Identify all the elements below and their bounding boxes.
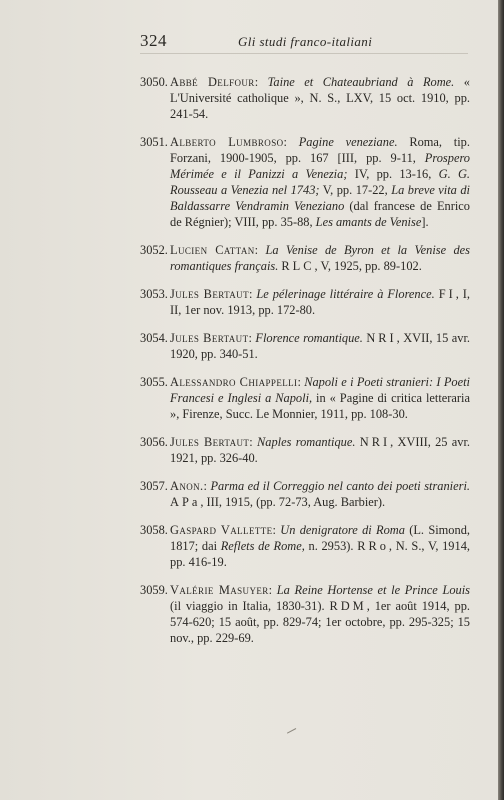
entry-author: Valérie Masuyer (170, 583, 269, 597)
entry-number: 3056. (140, 435, 168, 449)
bibliography-entry (140, 374, 470, 422)
entry-number: 3053. (140, 287, 168, 301)
entry-title: Florence romantique. (255, 331, 363, 345)
entry-author: Alberto Lumbroso (170, 135, 284, 149)
entry-journal-abbrev: NRI (359, 435, 391, 449)
bibliography-list (140, 74, 470, 658)
bibliography-entry (140, 242, 470, 274)
bibliography-entry (140, 582, 470, 646)
entry-text: IV, pp. 13-16, (347, 167, 439, 181)
entry-text: : (283, 135, 299, 149)
bibliography-entry (140, 330, 470, 362)
entry-text: : (254, 75, 268, 89)
entry-author: Gaspard Vallette (170, 523, 273, 537)
entry-title: La Reine Hortense et le Prince Louis (276, 583, 470, 597)
entry-number: 3059. (140, 583, 168, 597)
entry-title: Le pélerinage littéraire à Florence. (256, 287, 435, 301)
entry-journal-abbrev: FI (438, 287, 456, 301)
entry-text: V, pp. 17-22, (319, 183, 392, 197)
entry-title: Prospero Mérimée e il Panizzi a Venezia; (170, 151, 470, 181)
entry-title: Un denigratore di Roma (280, 523, 405, 537)
entry-text: (dal francese de Enrico de Régnier); VIII, pp. 35-88, (170, 199, 470, 229)
entry-text: n. 2953). (304, 539, 358, 553)
entry-number: 3051. (140, 135, 168, 149)
entry-author: Jules Bertaut (170, 435, 250, 449)
entry-journal-abbrev: RDM (329, 599, 367, 613)
entry-author: Abbé Delfour (170, 75, 255, 89)
entry-text: , V, 1925, pp. 89-102. (314, 259, 422, 273)
entry-text: : (254, 243, 266, 257)
entry-title: Parma ed il Correggio nel canto dei poeti stranieri. (210, 479, 470, 493)
entry-title: Les amants de Venise (315, 215, 422, 229)
entry-text: ]. (421, 215, 429, 229)
running-title: Gli studi franco-italiani (238, 34, 373, 49)
entry-author: Anon. (170, 479, 204, 493)
entry-text: : (272, 523, 281, 537)
bibliography-entry (140, 434, 470, 466)
entry-author: Alessandro Chiappelli (170, 375, 298, 389)
entry-text: , I, II, 1er nov. 1913, pp. 172-80. (170, 287, 470, 317)
entry-journal-abbrev: APa (170, 495, 201, 509)
bibliography-entry (140, 478, 470, 510)
entry-text: , XVIII, 25 avr. 1921, pp. 326-40. (170, 435, 471, 465)
entry-text: , XVII, 15 avr. 1920, pp. 340-51. (170, 331, 470, 361)
bibliography-entry (140, 522, 470, 570)
entry-text: Roma, tip. Forzani, 1900-1905, pp. 167 [III, pp. 9-11, (170, 135, 470, 165)
page-number: 324 (140, 31, 167, 50)
bibliography-entry (140, 74, 470, 122)
page-header (140, 31, 468, 54)
entry-journal-abbrev: RRo (357, 539, 389, 553)
entry-text: « L'Université catholique », N. S., LXV, 15 oct. 1910, pp. 241-54. (170, 75, 470, 121)
entry-text: (L. Simond, 1817; dai (170, 523, 470, 553)
entry-number: 3055. (140, 375, 168, 389)
entry-text: , N. S., V, 1914, pp. 416-19. (170, 539, 470, 569)
bibliography-entry (140, 286, 470, 318)
entry-number: 3054. (140, 331, 168, 345)
entry-author: Jules Bertaut (170, 331, 249, 345)
entry-author: Jules Bertaut (170, 287, 249, 301)
entry-text: in « Pagine di critica letteraria », Firenze, Succ. Le Monnier, 1911, pp. 108-30. (170, 391, 470, 421)
entry-text: , III, 1915, (pp. 72-73, Aug. Barbier). (200, 495, 386, 509)
entry-title: G. G. Rousseau a Venezia nel 1743; (170, 167, 470, 197)
pencil-mark (287, 728, 299, 739)
entry-title: Taine et Chateaubriand à Rome. (267, 75, 455, 89)
entry-number: 3050. (140, 75, 168, 89)
entry-title: La breve vita di Baldassarre Vendramin Veneziano (170, 183, 470, 213)
entry-number: 3057. (140, 479, 168, 493)
entry-text: : (248, 287, 257, 301)
entry-text: : (248, 331, 256, 345)
bibliography-entry (140, 134, 470, 230)
entry-text: : (297, 375, 305, 389)
entry-text: , 1er août 1914, pp. 574-620; 15 août, pp. 829-74; 1er octobre, pp. 295-325; 15 nov., pp. 229-69. (170, 599, 470, 645)
entry-title: Pagine veneziane. (298, 135, 398, 149)
entry-text: : (268, 583, 277, 597)
entry-text: (il viaggio in Italia, 1830-31). (170, 599, 330, 613)
entry-journal-abbrev: RLC (281, 259, 315, 273)
entry-number: 3058. (140, 523, 168, 537)
entry-title: Reflets de Rome, (220, 539, 305, 553)
entry-author: Lucien Cattan (170, 243, 255, 257)
entry-title: Naples romantique. (257, 435, 356, 449)
entry-number: 3052. (140, 243, 168, 257)
entry-text: : (249, 435, 258, 449)
entry-title: Napoli e i Poeti stranieri: I Poeti Francesi e Inglesi a Napoli, (170, 375, 471, 405)
entry-title: La Venise de Byron et la Venise des romantiques français. (170, 243, 470, 273)
entry-journal-abbrev: NRI (366, 331, 397, 345)
entry-text: : (203, 479, 211, 493)
page-edge-shadow (498, 0, 504, 800)
